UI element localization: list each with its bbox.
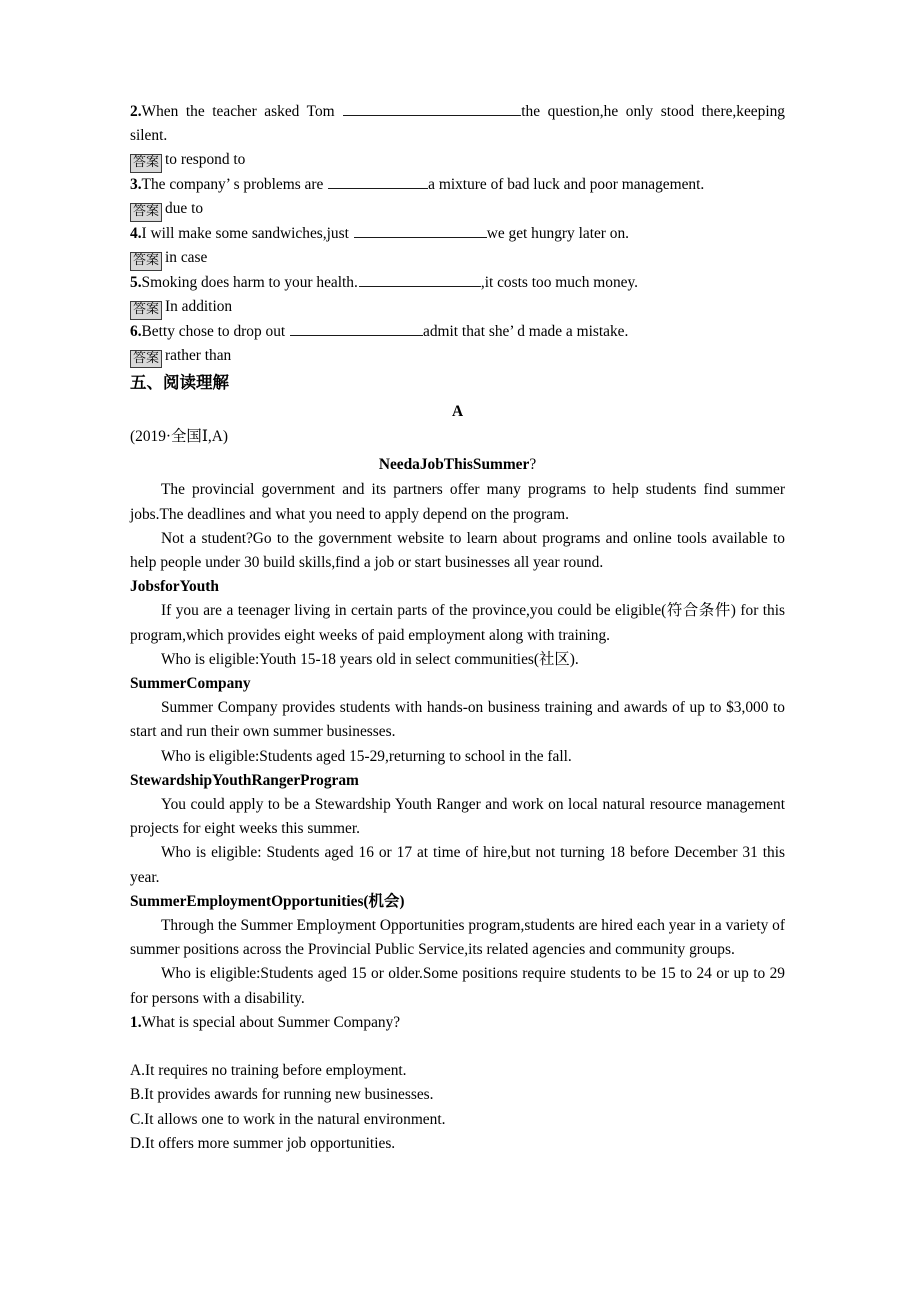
answer-label-badge: 答案 xyxy=(130,301,162,320)
content-column xyxy=(130,100,785,1156)
question-text-after-blank: the question,he only stood there,keeping silent. xyxy=(130,103,785,145)
mc-question-stem-line xyxy=(130,1011,785,1035)
mc-option[interactable]: D.It offers more summer job opportunities. xyxy=(130,1134,396,1152)
answer-blank[interactable] xyxy=(290,320,423,335)
question-number: 6. xyxy=(130,322,142,340)
answer-line xyxy=(130,344,785,369)
passage-paragraph: Summer Company provides students with hands-on business training and awards of up to $3,000 to start and run their own summer businesses. xyxy=(130,699,785,741)
fill-in-question xyxy=(130,173,785,197)
passage-title-punct: ? xyxy=(529,456,537,474)
program-subheading: SummerCompany xyxy=(130,675,251,693)
answer-blank[interactable] xyxy=(354,223,487,238)
answer-label-badge: 答案 xyxy=(130,203,162,222)
question-number: 4. xyxy=(130,224,142,242)
question-number: 3. xyxy=(130,176,142,194)
passage-paragraph: Who is eligible:Students aged 15-29,returning to school in the fall. xyxy=(161,747,572,765)
question-text-after-blank: ,it costs too much money. xyxy=(480,273,639,291)
passage-paragraph: Who is eligible: Students aged 16 or 17 at time of hire,but not turning 18 before December 31 this year. xyxy=(130,844,785,886)
mc-question-number: 1. xyxy=(130,1013,142,1031)
mc-question-stem: What is special about Summer Company? xyxy=(141,1013,401,1031)
passage-paragraph: Who is eligible:Students aged 15 or older.Some positions require students to be 15 to 24 or up to 29 for persons with a disability. xyxy=(130,965,785,1007)
answer-line xyxy=(130,197,785,222)
program-subheading: StewardshipYouthRangerProgram xyxy=(130,771,359,789)
passage-title xyxy=(130,452,785,478)
mc-spacer xyxy=(130,1035,785,1059)
fill-in-question xyxy=(130,100,785,148)
question-text-before-blank: When the teacher asked Tom xyxy=(141,103,343,120)
fill-in-questions-block xyxy=(130,100,785,368)
mc-option[interactable]: C.It allows one to work in the natural environment. xyxy=(130,1110,446,1128)
answer-blank[interactable] xyxy=(343,101,521,116)
passage-source: (2019·全国Ⅰ,A) xyxy=(130,428,228,446)
answer-value: to respond to xyxy=(165,151,246,169)
passage-paragraph: You could apply to be a Stewardship Youth Ranger and work on local natural resource management projects for eight weeks this summer. xyxy=(130,796,785,838)
answer-blank[interactable] xyxy=(328,174,428,189)
passage-title-main: NeedaJobThisSummer xyxy=(378,456,530,474)
passage-paragraph: Not a student?Go to the government website to learn about programs and online tools available to help people under 30 build skills,find a job or start businesses all year round. xyxy=(130,529,785,572)
fill-in-question xyxy=(130,320,785,344)
answer-value: rather than xyxy=(165,346,232,364)
mc-options-block xyxy=(130,1059,785,1156)
question-number: 5. xyxy=(130,273,142,291)
answer-value: In addition xyxy=(165,297,233,315)
program-subheading: JobsforYouth xyxy=(130,578,219,596)
answer-value: due to xyxy=(165,200,204,218)
program-subheading: SummerEmploymentOpportunities(机会) xyxy=(130,892,405,910)
answer-line xyxy=(130,246,785,271)
question-text-after-blank: admit that she’ d made a mistake. xyxy=(423,322,629,340)
fill-in-question xyxy=(130,222,785,246)
passage-paragraph: Who is eligible:Youth 15-18 years old in select communities(社区). xyxy=(161,650,579,668)
mc-option[interactable]: A.It requires no training before employment. xyxy=(130,1062,407,1080)
answer-line xyxy=(130,295,785,320)
answer-line xyxy=(130,148,785,173)
passage-letter: A xyxy=(451,403,464,421)
passage-paragraph: Through the Summer Employment Opportunities program,students are hired each year in a variety of summer positions across the Provincial Public Service,its related agencies and community groups. xyxy=(130,917,785,959)
question-text-before-blank: Smoking does harm to your health. xyxy=(141,273,358,291)
fill-in-question xyxy=(130,271,785,295)
answer-label-badge: 答案 xyxy=(130,154,162,173)
question-text-after-blank: a mixture of bad luck and poor management. xyxy=(428,176,705,194)
question-text-before-blank: Betty chose to drop out xyxy=(141,322,290,340)
question-text-after-blank: we get hungry later on. xyxy=(486,224,630,242)
answer-label-badge: 答案 xyxy=(130,252,162,271)
answer-value: in case xyxy=(165,249,208,267)
answer-blank[interactable] xyxy=(359,272,481,287)
section-heading: 五、阅读理解 xyxy=(130,373,229,393)
answer-label-badge: 答案 xyxy=(130,350,162,369)
question-number: 2. xyxy=(130,103,142,120)
question-text-before-blank: I will make some sandwiches,just xyxy=(141,224,353,242)
mc-option[interactable]: B.It provides awards for running new businesses. xyxy=(130,1086,434,1104)
passage-paragraph: If you are a teenager living in certain parts of the province,you could be eligible(符合条件) for this program,which provides eight weeks of paid employment along with training. xyxy=(130,602,785,644)
question-text-before-blank: The company’ s problems are xyxy=(141,176,328,194)
passage-paragraph: The provincial government and its partners offer many programs to help students find summer jobs.The deadlines and what you need to apply depend on the program. xyxy=(130,481,785,523)
passage-body xyxy=(130,478,785,1010)
